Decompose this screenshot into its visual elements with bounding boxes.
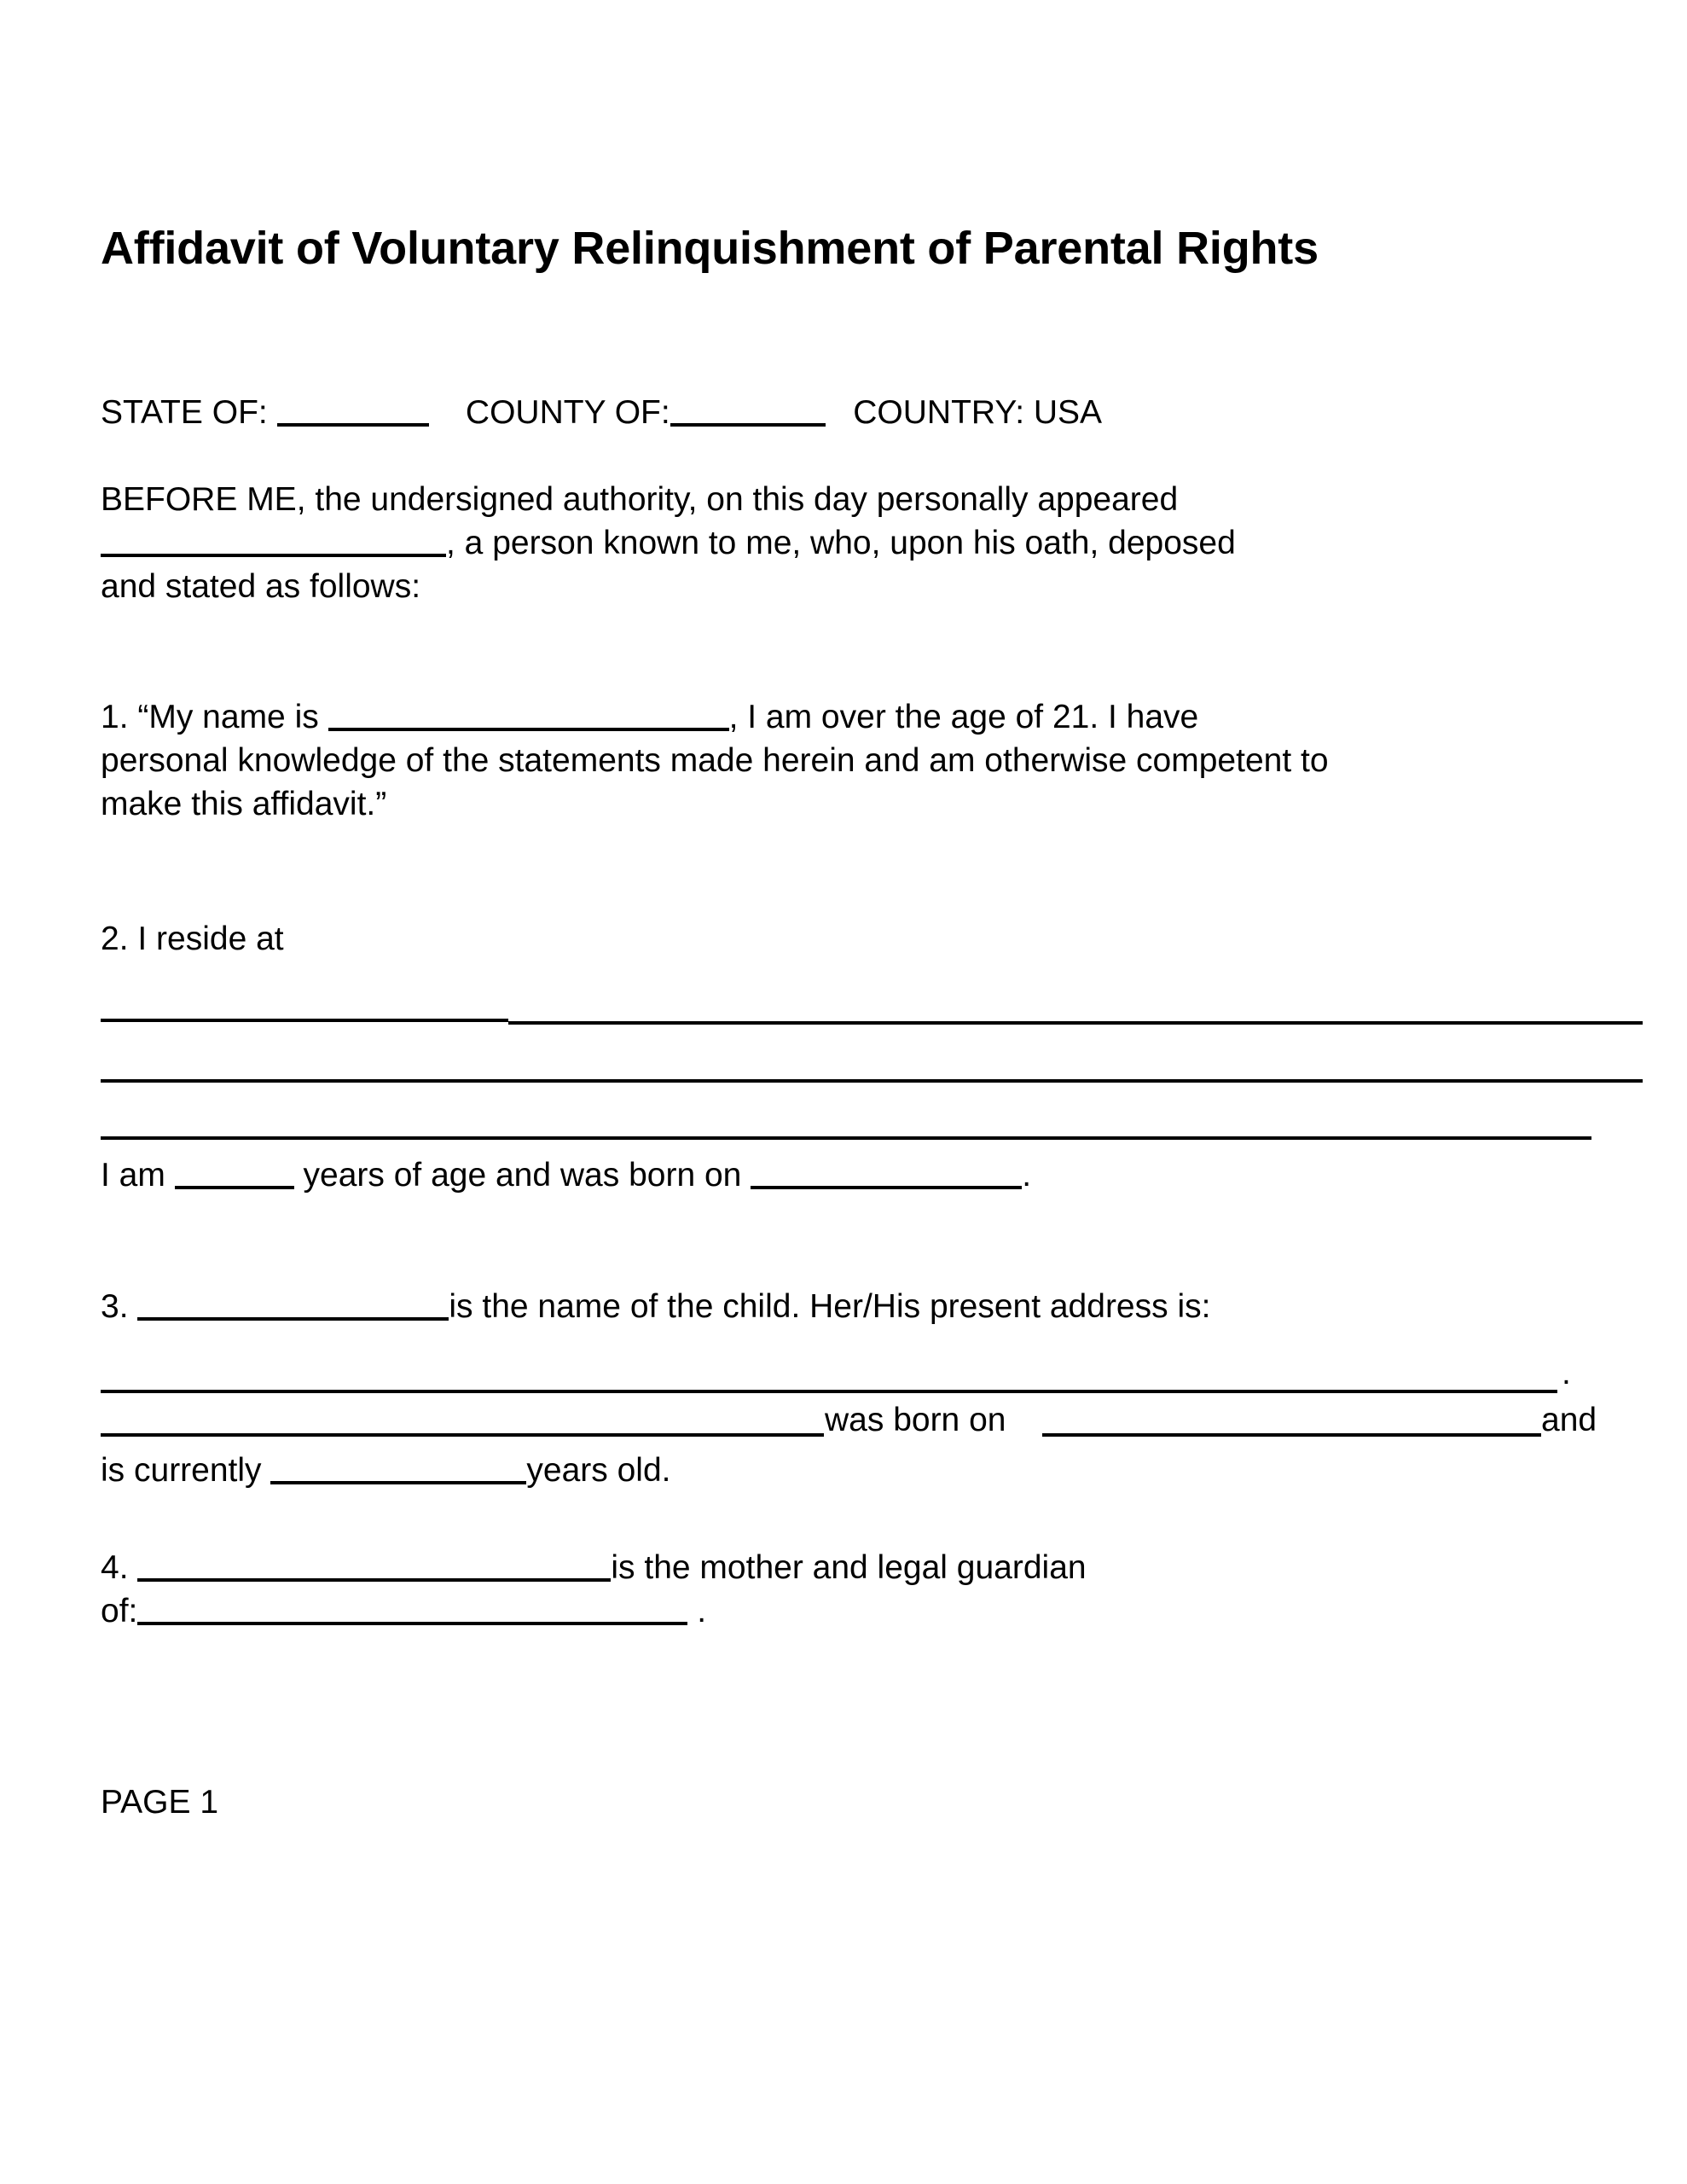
paragraph-4-trailing-punct: . [697, 1593, 707, 1629]
is-currently-after: years old. [526, 1452, 671, 1489]
child-name-field[interactable] [137, 1292, 449, 1321]
paragraph-1-before-blank: “My name is [137, 699, 328, 735]
paragraph-2-intro [101, 917, 1646, 961]
appeared-name-field[interactable] [101, 528, 446, 557]
paragraph-1-line-2: personal knowledge of the statements made herein and am otherwise competent to [101, 742, 1329, 779]
state-of-label: STATE OF: [101, 394, 268, 431]
paragraph-4-line-2 [101, 1589, 1646, 1633]
paragraph-4-line-1 [101, 1546, 1646, 1589]
residence-address-field-line-2[interactable] [101, 1079, 1643, 1083]
county-of-field[interactable] [670, 398, 826, 427]
affiant-name-field[interactable] [328, 702, 729, 731]
country-label: COUNTRY: USA [853, 394, 1103, 431]
paragraph-1 [101, 695, 1646, 826]
paragraph-4-number: 4. [101, 1549, 129, 1586]
page-title: Affidavit of Voluntary Relinquishment of Parental Rights [101, 223, 1319, 275]
preamble-line-1: BEFORE ME, the undersigned authority, on this day personally appeared [101, 481, 1179, 518]
age-line-after: . [1022, 1157, 1032, 1194]
child-age-field[interactable] [270, 1455, 526, 1484]
child-age-line [101, 1449, 1646, 1492]
paragraph-4-after-blank: is the mother and legal guardian [611, 1549, 1087, 1586]
residence-address-field-line-1a[interactable] [101, 1019, 508, 1022]
paragraph-3-line-1 [101, 1285, 1646, 1328]
paragraph-1-after-blank: , I am over the age of 21. I have [728, 699, 1199, 735]
preamble-line-2-text: , a person known to me, who, upon his oath, deposed [446, 525, 1236, 561]
is-currently-before: is currently [101, 1452, 271, 1489]
affiant-age-field[interactable] [175, 1160, 294, 1189]
paragraph-2-number: 2. [101, 921, 129, 957]
mother-name-field[interactable] [137, 1553, 611, 1582]
was-born-on-label: was born on [825, 1402, 1006, 1438]
child-address-field-line-2[interactable] [101, 1433, 824, 1437]
paragraph-1-line-1 [101, 695, 1646, 739]
paragraph-2-line-1 [101, 917, 1646, 961]
paragraph-3-after-name: is the name of the child. Her/His present address is: [449, 1288, 1211, 1325]
paragraph-1-line-3: make this affidavit.” [101, 786, 387, 822]
and-label: and [1541, 1402, 1597, 1438]
paragraph-4 [101, 1546, 1646, 1633]
affiant-age-line [101, 1153, 1646, 1197]
child-address-trailing-punct: . [1562, 1355, 1571, 1391]
residence-address-field-line-3[interactable] [101, 1136, 1591, 1140]
preamble-block [101, 478, 1646, 608]
paragraph-1-number: 1. [101, 699, 129, 735]
affiant-birthdate-field[interactable] [751, 1160, 1022, 1189]
child-address-field-line-1[interactable] [101, 1390, 1557, 1393]
preamble-line-2 [101, 521, 1646, 565]
age-line-middle: years of age and was born on [293, 1157, 751, 1194]
paragraph-4-of-label: of: [101, 1593, 138, 1629]
preamble-line-3: and stated as follows: [101, 568, 421, 605]
paragraph-3-number: 3. [101, 1288, 129, 1325]
page-number-label: PAGE 1 [101, 1784, 219, 1821]
age-line-before: I am [101, 1157, 175, 1194]
venue-line [101, 391, 1646, 434]
state-of-field[interactable] [277, 398, 429, 427]
child-birthdate-field[interactable] [1042, 1433, 1541, 1437]
paragraph-2-intro-text: I reside at [137, 921, 284, 957]
paragraph-3 [101, 1285, 1646, 1328]
county-of-label: COUNTY OF: [465, 394, 670, 431]
guardian-children-field[interactable] [137, 1596, 687, 1625]
residence-address-field-line-1b[interactable] [508, 1021, 1643, 1025]
